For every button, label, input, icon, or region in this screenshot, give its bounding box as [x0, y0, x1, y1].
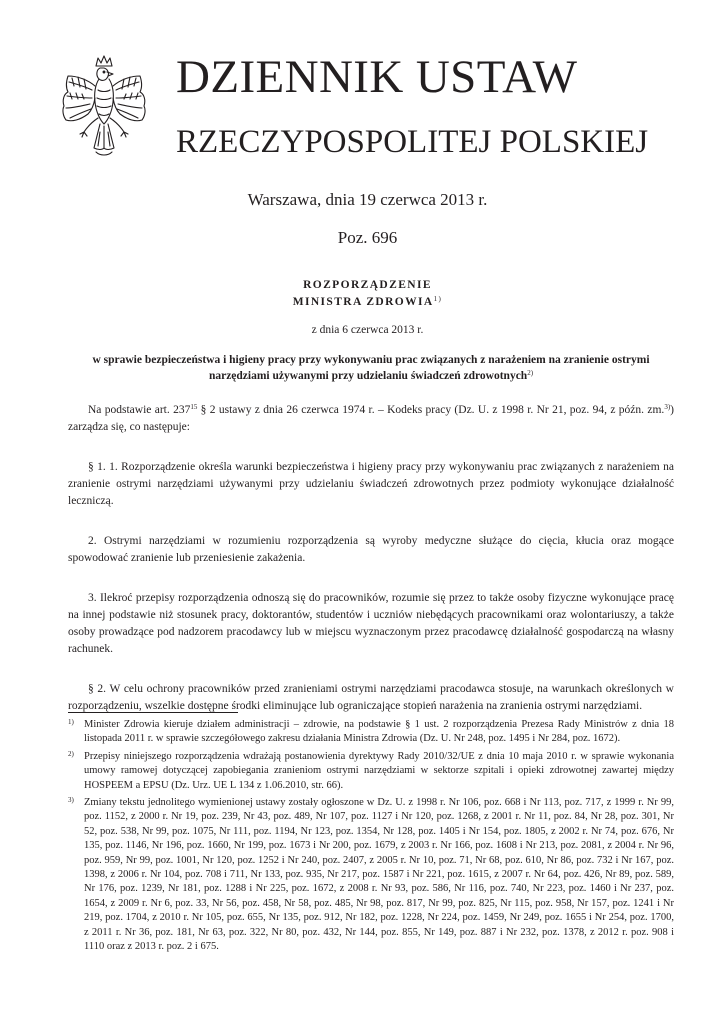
act-type: ROZPORZĄDZENIE	[303, 279, 432, 291]
footnote-number: 3)	[68, 796, 74, 805]
paragraph-1-3: 3. Ilekroć przepisy rozporządzenia odnoszą się do pracowników, rozumie się przez to także osoby fizyczne wykonujące pracę na innej podstawie niż stosunek pracy, doktorantów, studentów i uczniów niebędących pracownikami oraz wolontariuszy, a także osoby prowadzące pod nadzorem pracodawcy lub w miejscu wyznaczonym przez pracodawcę działalność gospodarczą na własny rachunek.	[68, 592, 674, 655]
footnote-2	[68, 750, 674, 793]
act-date: z dnia 6 czerwca 2013 r.	[311, 324, 424, 336]
act-subject-text: w sprawie bezpieczeństwa i higieny pracy przy wykonywaniu prac związanych z narażeniem na zranienie ostrymi narzędziami używanymi przy udzielaniu świadczeń zdrowotnych	[92, 354, 650, 382]
footnote-ref-1[interactable]: 1)	[433, 295, 443, 303]
act-subject	[68, 352, 674, 384]
footnote-number: 2)	[68, 749, 74, 758]
preamble	[68, 402, 674, 436]
footnote-divider	[68, 712, 238, 713]
paragraph-1-1: § 1. 1. Rozporządzenie określa warunki bezpieczeństwa i higieny pracy przy wykonywaniu prac związanych z narażeniem na zranienie ostrymi narzędziami używanymi przy udzielaniu świadczeń zdrowotnych przez podmioty wykonujące działalność leczniczą.	[68, 461, 674, 507]
act-body	[68, 402, 674, 738]
footnote-3	[68, 796, 674, 954]
footnote-text: Zmiany tekstu jednolitego wymienionej ustawy zostały ogłoszone w Dz. U. z 1998 r. Nr 106, poz. 668 i Nr 113, poz. 717, z 1999 r. Nr 99, poz. 1152, z 2000 r. Nr 19, poz. 239, Nr 43, poz. 489, Nr 107, poz. 1127 i Nr 120, poz. 1268, z 2001 r. Nr 11, poz. 84, Nr 28, poz. 301, Nr 52, poz. 538, Nr 99, poz. 1075, Nr 111, poz. 1194, Nr 123, poz. 1354, Nr 128, poz. 1405 i Nr 154, poz. 1805, z 2002 r. Nr 74, poz. 676, Nr 135, poz. 1146, Nr 196, poz. 1660, Nr 199, poz. 1673 i Nr 200, poz. 1679, z 2003 r. Nr 166, poz. 1608 i Nr 213, poz. 2081, z 2004 r. Nr 96, poz. 959, Nr 99, poz. 1001, Nr 120, poz. 1252 i Nr 240, poz. 2407, z 2005 r. Nr 10, poz. 71, Nr 68, poz. 610, Nr 86, poz. 732 i Nr 167, poz. 1398, z 2006 r. Nr 104, poz. 708 i 711, Nr 133, poz. 935, Nr 217, poz. 1587 i Nr 221, poz. 1615, z 2007 r. Nr 64, poz. 426, Nr 89, poz. 589, Nr 176, poz. 1239, Nr 181, poz. 1288 i Nr 225, poz. 1672, z 2008 r. Nr 93, poz. 586, Nr 116, poz. 740, Nr 223, poz. 1460 i Nr 237, poz. 1654, z 2009 r. Nr 6, poz. 33, Nr 56, poz. 458, Nr 58, poz. 485, Nr 98, poz. 817, Nr 99, poz. 825, Nr 115, poz. 958, Nr 157, poz. 1241 i Nr 219, poz. 1704, z 2010 r. Nr 105, poz. 655, Nr 135, poz. 912, Nr 182, poz. 1228, Nr 224, poz. 1459, Nr 249, poz. 1655 i Nr 254, poz. 1700, z 2011 r. Nr 36, poz. 181, Nr 63, poz. 322, Nr 80, poz. 432, Nr 144, poz. 855, Nr 149, poz. 887 i Nr 232, poz. 1378, z 2012 r. poz. 908 i 1110 oraz z 2013 r. poz. 2 i 675.	[84, 797, 674, 953]
footnote-number: 1)	[68, 718, 74, 726]
journal-title: DZIENNIK USTAW	[176, 51, 578, 103]
act-issuer-name: MINISTRA ZDROWIA	[292, 296, 434, 308]
act-issuer	[0, 295, 725, 309]
paragraph-2: § 2. W celu ochrony pracowników przed zranieniami ostrymi narzędziami pracodawca stosuje, na warunkach określonych w rozporządzeniu, wszelkie dostępne środki eliminujące lub ograniczające stopień narażenia na zranienia ostrymi narzędziami.	[68, 683, 674, 712]
journal-subtitle: RZECZYPOSPOLITEJ POLSKIEJ	[176, 124, 649, 160]
publication-date: Warszawa, dnia 19 czerwca 2013 r.	[247, 190, 488, 209]
article-superscript: 15	[190, 403, 198, 411]
publication-position: Poz. 696	[337, 228, 398, 247]
paragraph-1-2: 2. Ostrymi narzędziami w rozumieniu rozporządzenia są wyroby medyczne służące do cięcia, kłucia oraz mogące spowodować zranienie lub przeniesienie zakażenia.	[68, 535, 674, 564]
footnote-1	[68, 718, 674, 747]
footnote-text: Minister Zdrowia kieruje działem administracji – zdrowie, na podstawie § 1 ust. 2 rozporządzenia Prezesa Rady Ministrów z dnia 18 listopada 2011 r. w sprawie szczegółowego zakresu działania Ministra Zdrowia (Dz. U. Nr 248, poz. 1495 i Nr 284, poz. 1672).	[84, 719, 674, 745]
footnote-text: Przepisy niniejszego rozporządzenia wdrażają postanowienia dyrektywy Rady 2010/32/UE z dnia 10 maja 2010 r. w sprawie wykonania umowy ramowej dotyczącej zapobiegania zranieniom ostrymi narzędziami w sektorze szpitali i opieki zdrowotnej zawartej między HOSPEEM a EPSU (Dz. Urz. UE L 134 z 1.06.2010, str. 66).	[84, 750, 674, 791]
polish-eagle-emblem-icon	[58, 52, 150, 164]
footnote-ref-3[interactable]: 3)	[664, 403, 671, 411]
footnotes	[68, 718, 674, 958]
preamble-text-c: ) zarządza się, co następuje:	[68, 404, 674, 433]
preamble-text-b: § 2 ustawy z dnia 26 czerwca 1974 r. – Kodeks pracy (Dz. U. z 1998 r. Nr 21, poz. 94, z późn. zm.	[197, 404, 665, 416]
preamble-text-a: Na podstawie art. 237	[88, 404, 191, 416]
footnote-ref-2[interactable]: 2)	[527, 369, 534, 377]
